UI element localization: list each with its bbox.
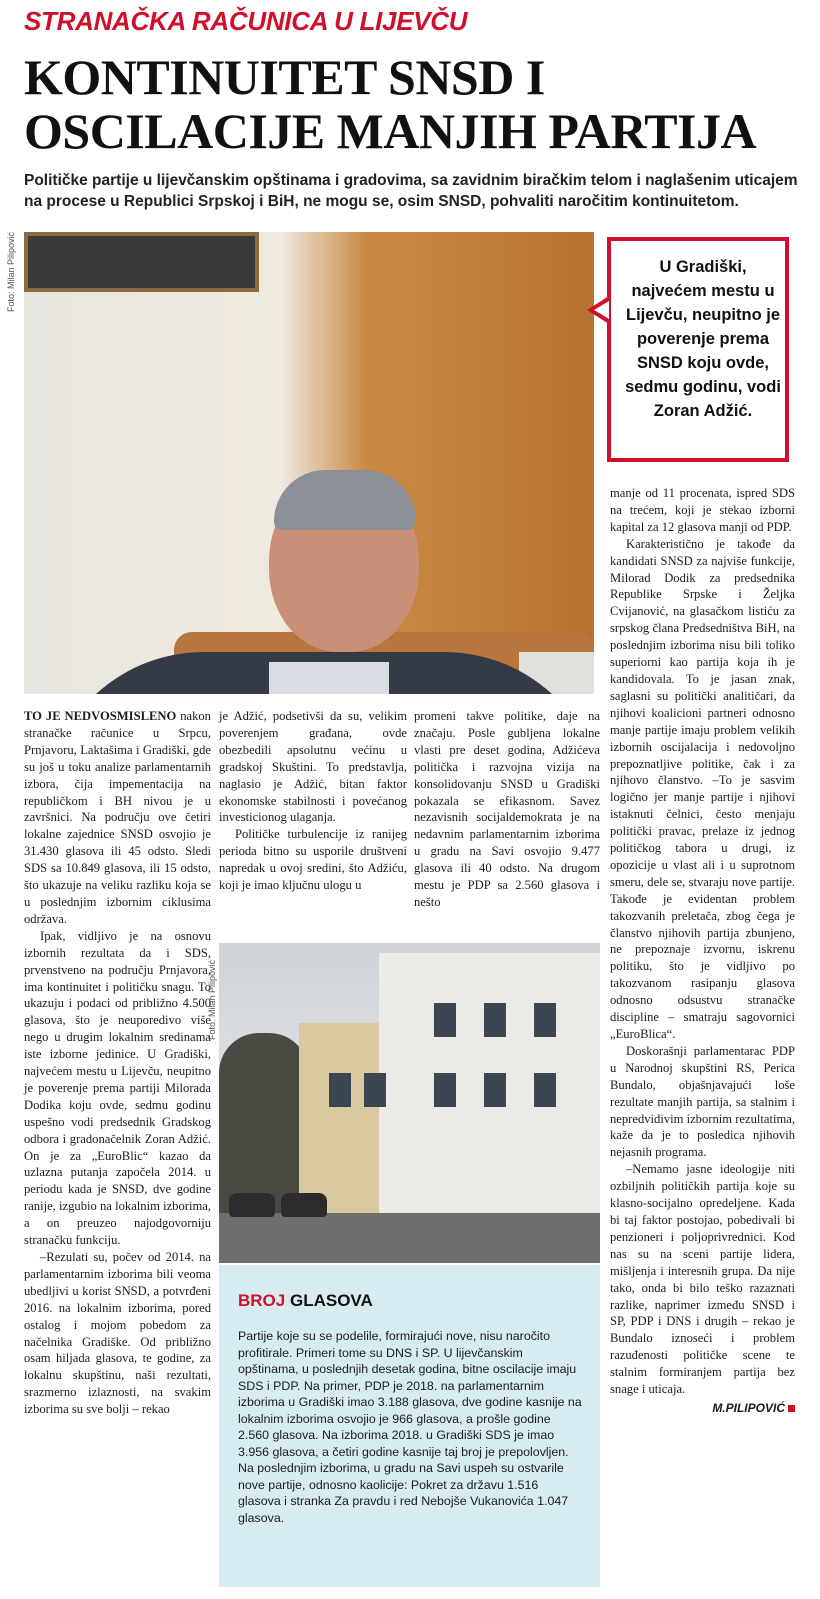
column-1 bbox=[24, 708, 211, 1418]
building-photo bbox=[219, 943, 600, 1263]
pull-quote-box bbox=[607, 237, 789, 462]
paragraph: manje od 11 procenata, ispred SDS na trećem, koji je stekao izborni kapital za 12 glasova manji od PDP. bbox=[610, 486, 795, 534]
fact-box-title-black: GLASOVA bbox=[289, 1291, 373, 1310]
window bbox=[329, 1073, 351, 1107]
article-kicker: STRANAČKA RAČUNICA U LIJEVČU bbox=[24, 6, 468, 36]
end-mark bbox=[788, 1405, 795, 1412]
paragraph: –Rezulati su, počev od 2014. na parlamentarnim izborima bili veoma ubedljivi u korist SNSD, a potvrđeni 2016. na lokalnim izborima, pored ostalog i mojom pobedom za načelnika Gradiške. Od približno osam hiljada glasova, te godine, za lokalnu skupštinu, naši rezultati, srazmerno izlaznosti, na svakim izborima su sve bolji – rekao bbox=[24, 1250, 211, 1417]
window bbox=[534, 1073, 556, 1107]
photo-credit: Foto: Milan Pilipović bbox=[207, 960, 217, 1041]
window bbox=[534, 1003, 556, 1037]
window bbox=[364, 1073, 386, 1107]
car bbox=[281, 1193, 327, 1217]
paragraph: nakon stranačke računice u Srpcu, Prnjavoru, Laktašima i Gradiški, gde su još u toku analize parlamentarnih izbora, čija impementacija na republičkom i BH nivou je u završnici. Na području ove četiri lokalne zajednice SNSD osvojio je 31.430 glasova ili 45 odsto. Sledi SDS sa 10.849 glasova, ili 15 odsto, što ukazuje na veliku razliku koja se u poslednjim izbornim ciklusima održava. bbox=[24, 709, 211, 926]
wall-picture bbox=[24, 232, 259, 292]
paragraph: promeni takve politike, daje na značaju. Posle gubljena lokalne vlasti pre deset godina, Adžićeva politička i razvojna vizija na konsolidovanju SNSD u Gradiški pokazala se efikasnom. Savez nezavisnih socijaldemokrata je na nedavnim parlamentarnim izborima u gradu na Savi osvojio 9.477 glasova ili 40 odsto. Na drugom mestu je PDP sa 2.560 glasova i nešto bbox=[414, 709, 600, 909]
paragraph: Doskorašnji parlamentarac PDP u Narodnoj skupštini RS, Perica Bundalo, objašnjavajući loše rezultate manjih partija, sa stalnim i nepredvidivim izbornim rezultatima, kaže da je to posledica njihovih nejasnih programa. bbox=[610, 1043, 796, 1160]
main-photo bbox=[24, 232, 594, 694]
column-2 bbox=[219, 708, 407, 894]
author-name: M.PILIPOVIĆ bbox=[712, 1400, 785, 1415]
window bbox=[434, 1003, 456, 1037]
person-shirt bbox=[269, 662, 389, 694]
person-hair bbox=[274, 470, 416, 530]
column-3 bbox=[414, 708, 600, 911]
fact-box bbox=[219, 1265, 600, 1587]
photo-credit: Foto: Milan Pilipović bbox=[6, 232, 16, 313]
window bbox=[484, 1073, 506, 1107]
fact-box-title bbox=[238, 1291, 373, 1311]
fact-box-title-red: BROJ bbox=[238, 1291, 286, 1310]
column-4 bbox=[610, 485, 795, 1417]
article-deck: Političke partije u lijevčanskim opštinama i gradovima, sa zavidnim biračkim telom i naglašenim uticajem na procese u Republici Srpskoj i BiH, ne mogu se, osim SNSD, pohvaliti naročitim kontinuitetom. bbox=[24, 172, 798, 210]
window bbox=[484, 1003, 506, 1037]
quote-pointer-inner bbox=[594, 301, 609, 319]
lead-in: TO JE NEDVOSMISLENO bbox=[24, 709, 177, 723]
car bbox=[229, 1193, 275, 1217]
paragraph: je Adžić, podsetivši da su, velikim poverenjem građana, ovde obezbedili apsolutnu većinu u gradskoj Skuštini. To predstavlja, naglasio je Adžić, bitan faktor ekonomske stabilnosti i povećanog investicionog ulaganja. bbox=[219, 709, 407, 825]
author-signature bbox=[610, 1400, 795, 1417]
paragraph: Političke turbulencije iz ranijeg perioda bitno su usporile društveni napredak u ovoj sredini, što Adžiću, koji je imao ključnu ulogu u bbox=[219, 827, 407, 893]
article-headline: KONTINUITET SNSD I OSCILACIJE MANJIH PARTIJA bbox=[24, 49, 757, 159]
paragraph: Ipak, vidljivo je na osnovu izbornih rezultata da i SDS, prvenstveno na području Prnjavora, ima kontinuitet i političku snagu. To ukazuju i podaci od približno 4.500 glasova, što je neuporedivo više nego u drugim lokalnim sredinama iste izborne jedinice. U Gradiški, najvećem mestu u Lijevču, neupitno je poverenje prema partiji Milorada Dodika koju ovde, sedmu godinu uspešno vodi predsednik Gradskog odbora i gradonačelnik Zoran Adžić. On je za „EuroBlic“ kazao da uzlazna putanja započela 2014. u periodu kada je SNSD, dve godine ranije, izgubio na lokalnim izborima, a on preuzeo najodgovorniju stranačku funkciju. bbox=[24, 928, 211, 1248]
fact-box-text: Partije koje su se podelile, formirajući nove, nisu naročito profitirale. Primeri tome su DNS i SP. U lijevčanskim opštinama, u poslednjih desetak godina, bitne oscilacije imaju SDS i PDP. Na primer, PDP je 2018. na parlamentarnim izborima u Gradiški imao 3.188 glasova, dve godine kasnije na lokalnim izborima osvojio je 966 glasova, a prošle godine 2.560 glasova. Na izborima 2018. u Gradiški SDS je imao 3.956 glasova, a četiri godine kasnije taj broj je prepolovljen. Na poslednjim izborima, u gradu na Savi uspeh su ostvarile nove partije, odnosno kaolicije: Pokret za državu 1.516 glasova i stranka Za pravdu i red Nebojše Vukanovića 1.047 glasova. bbox=[238, 1329, 582, 1525]
window bbox=[434, 1073, 456, 1107]
road bbox=[219, 1213, 600, 1263]
paragraph: –Nemamo jasne ideologije niti ozbiljnih političkih partija koje su klasno-socijalno opredeljene. Kada bi taj faktor postojao, pobedivali bi penzioneri i poljoprivrednici. Kod nas su na sceni partije lidera, mišljenja i interesnih grupa. Da nije tako, onda bi bilo teško razaznati razlike, naprimer između SNSD i SP, PDP i DNS i drugih – rekao je Bundalo iznoseći i problem razuđenosti političke scene te stalnim formiranjem partija bez snage i uticaja. bbox=[610, 1162, 795, 1397]
pull-quote-text: U Gradiški, najvećem mestu u Lijevču, neupitno je poverenje prema SNSD koju ovde, sedmu godinu, vodi Zoran Adžić. bbox=[625, 258, 781, 420]
paragraph: Karakteristično je takođe da kandidati SNSD za najviše funkcije, Milorad Dodik za predsednika Republike Srpske i Željka Cvijanović, na glasačkom listiću za srpskog člana Predsedništva BiH, na poslednjim izborima nisu bili toliko superiorni kao partija koja ih je kandidovala. To je jasan znak, saglasni su politički analitičari, da njihovi koalicioni partneri odnosno manje partije imaju problem velikih izbornih oscijalacija i nedovoljno prepoznatljive politike, čak i za njihovo članstvo. –To je sasvim logično jer manje partije i njihovi istaknuti čelnici, često menjaju politički pravac, prelaze iz jednog političkog tabora u drugi, iz opozicije u vlast ali i u suprotnom smeru, dele se, stvaraju nove partije. Takođe je evidentan problem takozvanih preletača, zbog čega je članstvo njihovih partija zbunjeno, ne prepoznaje izvornu, iskrenu politiku, što je vidljivo po takozvanom rasipanju glasova odnosno odsustvu stranačke discipline – smatraju sagovornici „EuroBlica“. bbox=[610, 536, 795, 1041]
